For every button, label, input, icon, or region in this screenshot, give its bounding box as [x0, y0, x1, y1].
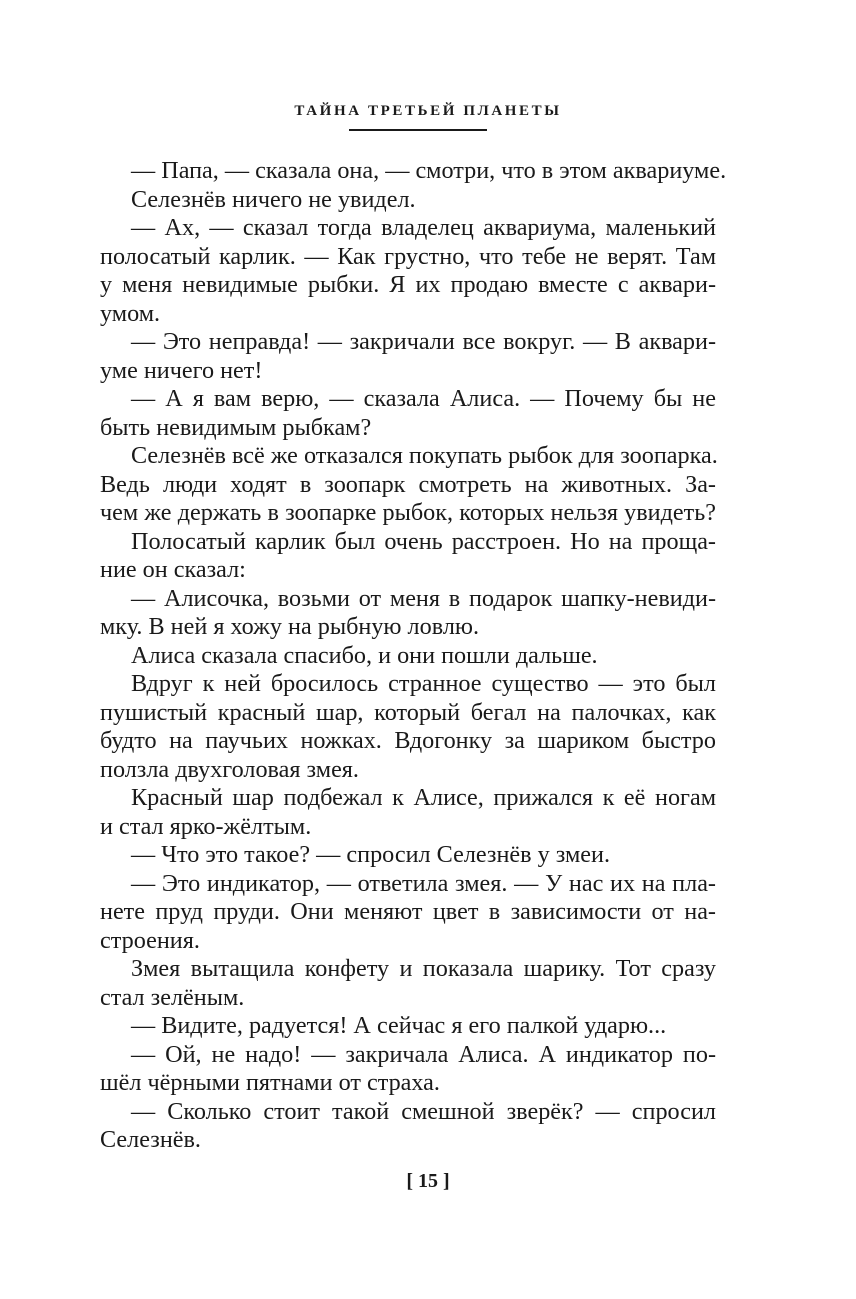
text-line: — Сколько стоит такой смешной зверёк? — спросил: [131, 1097, 716, 1125]
text-line: — Это индикатор, — ответила змея. — У нас их на пла-: [131, 869, 716, 897]
text-line: быть невидимым рыбкам?: [100, 413, 372, 441]
text-line: у меня невидимые рыбки. Я их продаю вместе с аквари-: [100, 271, 716, 298]
text-line: нете пруд пруди. Они меняют цвет в зависимости от на-: [100, 898, 716, 925]
text-line: — Папа, — сказала она, — смотри, что в этом аквариуме.: [131, 157, 727, 184]
text-line: ползла двухголовая змея.: [100, 755, 359, 783]
page-number: [ 15 ]: [406, 1170, 450, 1192]
text-line: — Алисочка, возьми от меня в подарок шапку-невиди-: [131, 584, 716, 612]
text-line: ние он сказал:: [100, 556, 246, 583]
text-line: — Ой, не надо! — закричала Алиса. А индикатор по-: [131, 1040, 716, 1068]
text-line: Алиса сказала спасибо, и они пошли дальше.: [131, 641, 598, 669]
text-line: чем же держать в зоопарке рыбок, которых нельзя увидеть?: [100, 499, 716, 526]
body-text: [100, 157, 727, 1155]
text-line: Селезнёв всё же отказался покупать рыбок для зоопарка.: [131, 442, 718, 469]
text-line: уме ничего нет!: [100, 356, 263, 384]
text-line: мку. В ней я хожу на рыбную ловлю.: [100, 613, 480, 640]
text-line: — Это неправда! — закричали все вокруг. — В аквари-: [131, 328, 716, 355]
text-line: и стал ярко-жёлтым.: [100, 812, 312, 840]
text-line: пушистый красный шар, который бегал на палочках, как: [100, 698, 716, 726]
text-line: — Что это такое? — спросил Селезнёв у змеи.: [131, 841, 611, 868]
running-head: ТАЙНА ТРЕТЬЕЙ ПЛАНЕТЫ: [294, 103, 562, 119]
text-line: Селезнёв.: [100, 1126, 201, 1153]
text-line: Полосатый карлик был очень расстроен. Но на проща-: [131, 527, 716, 555]
text-line: умом.: [100, 299, 161, 327]
running-head-rule: [349, 129, 487, 131]
text-line: будто на паучьих ножках. Вдогонку за шариком быстро: [100, 727, 716, 754]
text-line: Селезнёв ничего не увидел.: [131, 185, 416, 213]
text-line: Вдруг к ней бросилось странное существо — это был: [131, 670, 716, 697]
text-line: Красный шар подбежал к Алисе, прижался к её ногам: [131, 784, 716, 811]
text-line: — Видите, радуется! А сейчас я его палкой ударю...: [131, 1012, 667, 1039]
text-line: полосатый карлик. — Как грустно, что тебе не верят. Там: [100, 242, 716, 270]
text-line: стал зелёным.: [100, 983, 245, 1011]
text-line: Ведь люди ходят в зоопарк смотреть на животных. За-: [100, 470, 716, 498]
text-line: — Ах, — сказал тогда владелец аквариума, маленький: [131, 214, 716, 241]
text-line: — А я вам верю, — сказала Алиса. — Почему бы не: [131, 385, 716, 412]
text-line: Змея вытащила конфету и показала шарику. Тот сразу: [131, 955, 716, 982]
text-line: строения.: [100, 926, 200, 954]
text-line: шёл чёрными пятнами от страха.: [100, 1069, 440, 1096]
